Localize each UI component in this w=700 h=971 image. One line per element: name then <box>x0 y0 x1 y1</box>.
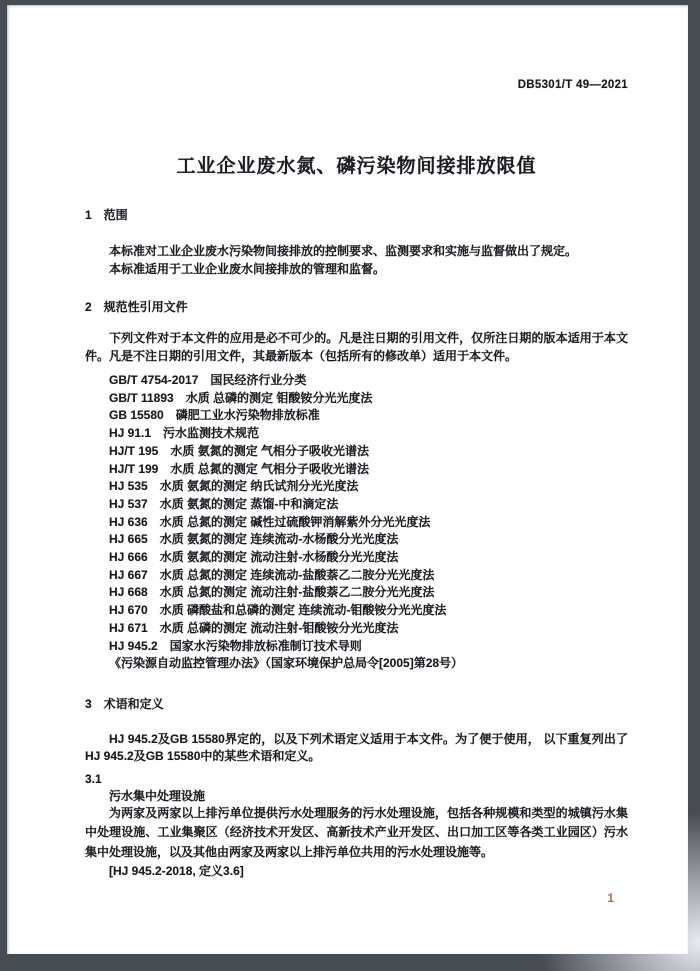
reference-item: GB 15580 磷肥工业水污染物排放标准 <box>109 408 320 423</box>
section-2-heading: 2 规范性引用文件 <box>85 300 188 314</box>
reference-item: HJ/T 199 水质 总氮的测定 气相分子吸收光谱法 <box>109 461 370 476</box>
reference-item: HJ 670 水质 磷酸盐和总磷的测定 连续流动-钼酸铵分光光度法 <box>109 603 447 618</box>
document-page <box>7 5 688 954</box>
standard-code: DB5301/T 49—2021 <box>517 79 628 91</box>
section-2-intro: 下列文件对于本文件的应用是必不可少的。凡是注日期的引用文件，仅所注日期的版本适用于本文件。凡是不注日期的引用文件，其最新版本（包括所有的修改单）适用于本文件。 <box>85 331 628 363</box>
reference-item: GB/T 11893 水质 总磷的测定 钼酸铵分光光度法 <box>109 390 373 405</box>
reference-item: GB/T 4754-2017 国民经济行业分类 <box>109 373 307 387</box>
section-1-heading: 1 范围 <box>85 208 128 222</box>
term-name: 污水集中处理设施 <box>109 788 206 803</box>
reference-item: HJ 945.2 国家水污染物排放标准制订技术导则 <box>109 638 362 653</box>
section-1-paragraph-2: 本标准适用于工业企业废水间接排放的管理和监督。 <box>109 262 386 276</box>
term-definition: 为两家及两家以上排污单位提供污水处理服务的污水处理设施，包括各种规模和类型的城镇污水集中处理设施、工业集聚区（经济技术开发区、高新技术产业开发区、出口加工区等各类工业园区）污水集中处理设施，以及其他由两家及两家以上排污单位共用的污水处理设施等。 <box>85 805 628 859</box>
reference-item: HJ 535 水质 氨氮的测定 纳氏试剂分光光度法 <box>109 479 359 494</box>
reference-item: HJ 671 水质 总磷的测定 流动注射-钼酸铵分光光度法 <box>109 620 399 635</box>
reference-item: HJ 537 水质 氨氮的测定 蒸馏-中和滴定法 <box>109 496 339 511</box>
section-3-heading: 3 术语和定义 <box>85 696 164 711</box>
section-1-paragraph-1: 本标准对工业企业废水污染物间接排放的控制要求、监测要求和实施与监督做出了规定。 <box>109 244 578 258</box>
reference-item: 《污染源自动监控管理办法》（国家环境保护总局令[2005]第28号） <box>109 656 464 671</box>
reference-item: HJ 636 水质 总氮的测定 碱性过硫酸钾消解紫外分光光度法 <box>109 514 431 529</box>
reference-item: HJ 666 水质 氨氮的测定 流动注射-水杨酸分光光度法 <box>109 550 399 565</box>
reference-item: HJ/T 195 水质 氨氮的测定 气相分子吸收光谱法 <box>109 443 370 458</box>
reference-item: HJ 665 水质 氨氮的测定 连续流动-水杨酸分光光度法 <box>109 532 399 547</box>
section-3-intro: HJ 945.2及GB 15580界定的，以及下列术语定义适用于本文件。为了便于使用， 以下重复列出了HJ 945.2及GB 15580中的某些术语和定义。 <box>85 731 628 764</box>
page-number: 1 <box>607 891 614 905</box>
reference-item: HJ 91.1 污水监测技术规范 <box>109 426 260 441</box>
reference-item: HJ 667 水质 总氮的测定 连续流动-盐酸萘乙二胺分光光度法 <box>109 567 435 582</box>
document-title: 工业企业废水氮、磷污染物间接排放限值 <box>176 156 537 177</box>
reference-item: HJ 668 水质 总氮的测定 流动注射-盐酸萘乙二胺分光光度法 <box>109 585 435 600</box>
term-number: 3.1 <box>85 771 102 786</box>
normative-references-list <box>85 372 628 673</box>
term-source-reference: [HJ 945.2-2018, 定义3.6] <box>109 864 244 879</box>
